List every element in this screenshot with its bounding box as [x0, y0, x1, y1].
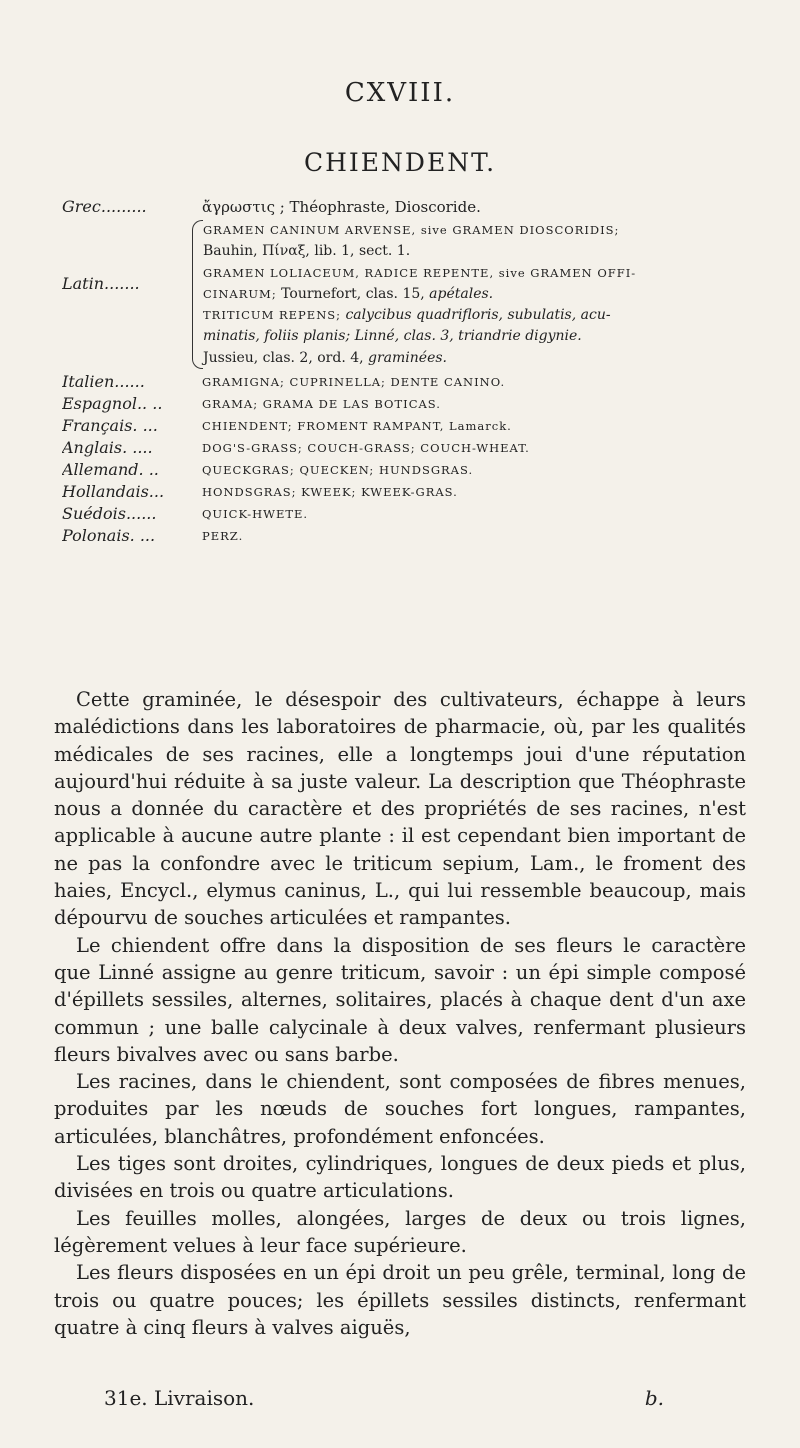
- latin-line: GRAMEN LOLIACEUM, RADICE REPENTE, sive GRAMEN OFFI-: [203, 265, 637, 280]
- footer: [104, 1386, 664, 1410]
- latin-line: TRITICUM REPENS; calycibus quadrifloris, subulatis, acu-: [203, 307, 611, 324]
- body-text: [54, 686, 746, 1341]
- lang-label: Allemand. ..: [62, 460, 159, 480]
- lang-label: Hollandais...: [62, 482, 165, 502]
- lang-label: Grec.........: [62, 197, 147, 216]
- lang-label: Espagnol.. ..: [62, 394, 163, 414]
- name-row-polonais: [62, 525, 752, 547]
- latin-line: CINARUM; Tournefort, clas. 15, apétales.: [203, 285, 494, 302]
- latin-lines: [203, 220, 752, 369]
- livraison-label: 31e. Livraison.: [104, 1386, 255, 1410]
- signature-mark: b.: [644, 1386, 664, 1410]
- name-row-italien: [62, 371, 752, 393]
- paragraph: Les fleurs disposées en un épi droit un peu grêle, terminal, long de trois ou quatre pouces; les épillets sessiles distincts, renfermant quatre à cinq fleurs à valves aiguës,: [54, 1261, 746, 1339]
- name-value: PERZ.: [202, 529, 244, 544]
- name-value: HONDSGRAS; KWEEK; KWEEK-GRAS.: [202, 485, 458, 500]
- name-row-suedois: [62, 503, 752, 525]
- name-value: GRAMIGNA; CUPRINELLA; DENTE CANINO.: [202, 375, 506, 390]
- lang-label: Latin.......: [62, 274, 140, 293]
- page-number: CXVIII.: [344, 78, 456, 108]
- lang-label: Anglais. ....: [62, 438, 153, 458]
- paragraph: Le chiendent offre dans la disposition de ses fleurs le caractère que Linné assigne au genre triticum, savoir : un épi simple composé d'épillets sessiles, alternes, solitaires, placés à chaque dent d'un axe commun ; une balle calycinale à deux valves, renfermant plusieurs fleurs bivalves avec ou sans barbe.: [54, 933, 746, 1066]
- lang-label: Italien......: [62, 372, 145, 392]
- name-value: DOG'S-GRASS; COUCH-GRASS; COUCH-WHEAT.: [202, 441, 530, 456]
- name-value: QUICK-HWETE.: [202, 507, 309, 522]
- paragraph: Les tiges sont droites, cylindriques, longues de deux pieds et plus, divisées en trois ou quatre articulations.: [54, 1152, 746, 1203]
- synonym-table: [62, 196, 752, 547]
- paragraph: Les feuilles molles, alongées, larges de deux ou trois lignes, légèrement velues à leur face supérieure.: [54, 1206, 746, 1257]
- name-row-espagnol: [62, 393, 752, 415]
- name-row-anglais: [62, 437, 752, 459]
- name-value: ἄγρωστις ; Théophraste, Dioscoride.: [202, 198, 481, 216]
- paragraph: Cette graminée, le désespoir des cultivateurs, échappe à leurs malédictions dans les laboratoires de pharmacie, où, par les qualités médicales de ses racines, elle a longtemps joui d'une réputation aujourd'hui réduite à sa juste valeur. La description que Théophraste nous a donnée du caractère et des propriétés de ses racines, n'est applicable à aucune autre plante : il est cependant bien important de ne pas la confondre avec le triticum sepium, Lam., le froment des haies, Encycl., elymus caninus, L., qui lui ressemble beaucoup, mais dépourvu de souches articulées et rampantes.: [54, 688, 746, 930]
- latin-line: Jussieu, clas. 2, ord. 4, graminées.: [203, 349, 448, 366]
- name-value: QUECKGRAS; QUECKEN; HUNDSGRAS.: [202, 463, 474, 478]
- lang-label: Polonais. ...: [62, 526, 156, 546]
- lang-label: Suédois......: [62, 504, 157, 524]
- name-row-hollandais: [62, 481, 752, 503]
- paragraph: Les racines, dans le chiendent, sont composées de fibres menues, produites par les nœuds de souches fort longues, rampantes, articulées, blanchâtres, profondément enfoncées.: [54, 1070, 746, 1148]
- latin-line: Bauhin, Πίναξ, lib. 1, sect. 1.: [203, 243, 411, 260]
- name-value: GRAMA; GRAMA DE LAS BOTICAS.: [202, 397, 441, 412]
- page-title: CHIENDENT.: [303, 148, 497, 177]
- name-row-grec: [62, 196, 752, 218]
- name-row-francais: [62, 415, 752, 437]
- name-row-allemand: [62, 459, 752, 481]
- name-row-latin: [62, 220, 752, 369]
- lang-label: Français. ...: [62, 416, 158, 436]
- name-value: CHIENDENT; FROMENT RAMPANT, Lamarck.: [202, 419, 512, 434]
- latin-line: minatis, foliis planis; Linné, clas. 3, triandrie digynie.: [203, 328, 582, 345]
- latin-line: GRAMEN CANINUM ARVENSE, sive GRAMEN DIOSCORIDIS;: [203, 223, 620, 237]
- brace-icon: [192, 220, 203, 369]
